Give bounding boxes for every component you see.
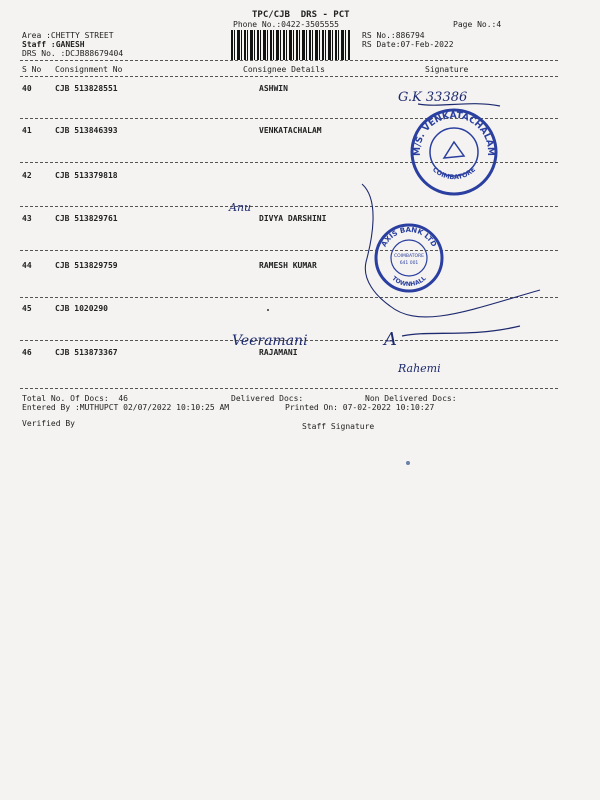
row-consignment: CJB 513379818 <box>55 171 118 180</box>
page-number: Page No.:4 <box>453 20 502 29</box>
row-consignment: CJB 513829761 <box>55 214 118 223</box>
staff-signature-label: Staff Signature <box>302 422 375 431</box>
total-docs: Total No. Of Docs: 46 <box>22 394 128 403</box>
row-consignee: DIVYA DARSHINI <box>259 214 327 223</box>
row-sno: 44 <box>22 261 32 270</box>
row-consignment: CJB 513846393 <box>55 126 118 135</box>
stamp-text: COIMBATORE <box>430 165 478 182</box>
row-sno: 45 <box>22 304 32 313</box>
row-sno: 41 <box>22 126 32 135</box>
stamp-text: AXIS BANK LTD <box>379 225 439 249</box>
handwritten-signature: A <box>384 329 397 350</box>
drs-number: DRS No. :DCJB88679404 <box>22 49 124 58</box>
column-header-consignee: Consignee Details <box>243 65 325 74</box>
rs-date: RS Date:07-Feb-2022 <box>362 40 454 49</box>
row-consignment: CJB 513873367 <box>55 348 118 357</box>
row-consignee: RAJAMANI <box>259 348 298 357</box>
column-header-consignment: Consignment No <box>55 65 123 74</box>
signature-stroke <box>402 326 520 336</box>
row-consignment: CJB 513829759 <box>55 261 118 270</box>
rs-number: RS No.:886794 <box>362 31 425 40</box>
stamp-text: COIMBATORE <box>394 254 424 259</box>
non-delivered-docs: Non Delivered Docs: <box>365 394 457 403</box>
document-title: TPC/CJB DRS - PCT <box>252 10 350 20</box>
staff-label: Staff :GANESH <box>22 40 85 49</box>
row-consignee: RAMESH KUMAR <box>259 261 317 270</box>
stamp-text: 641 001 <box>399 261 419 266</box>
row-consignee: VENKATACHALAM <box>259 126 322 135</box>
ink-dot <box>267 309 269 311</box>
row-sno: 46 <box>22 348 32 357</box>
column-header-sno: S No <box>22 65 42 74</box>
row-consignment: CJB 1020290 <box>55 304 108 313</box>
entered-by: Entered By :MUTHUPCT 02/07/2022 10:10:25 AM <box>22 403 230 412</box>
stamp-text: M/S. VENKATACHALAM <box>412 110 496 156</box>
delivered-docs: Delivered Docs: <box>231 394 304 403</box>
row-consignment: CJB 513828551 <box>55 84 118 93</box>
handwritten-signature: Veeramani <box>232 333 308 349</box>
handwritten-signature: Anu <box>229 201 252 214</box>
column-header-signature: Signature <box>425 65 469 74</box>
printed-on: Printed On: 07-02-2022 10:10:27 <box>285 403 435 412</box>
row-sno: 42 <box>22 171 32 180</box>
stamp-text: TOWNHALL <box>390 275 428 289</box>
handwritten-signature: G.K 33386 <box>398 90 468 105</box>
area-label: Area :CHETTY STREET <box>22 31 114 40</box>
phone-number: Phone No.:0422-3505555 <box>233 20 339 29</box>
ink-dot <box>406 461 410 465</box>
row-sno: 40 <box>22 84 32 93</box>
row-consignee: ASHWIN <box>259 84 288 93</box>
signature-stroke <box>362 184 540 317</box>
row-sno: 43 <box>22 214 32 223</box>
verified-by: Verified By <box>22 419 75 428</box>
handwritten-signature: Rahemi <box>398 362 441 375</box>
